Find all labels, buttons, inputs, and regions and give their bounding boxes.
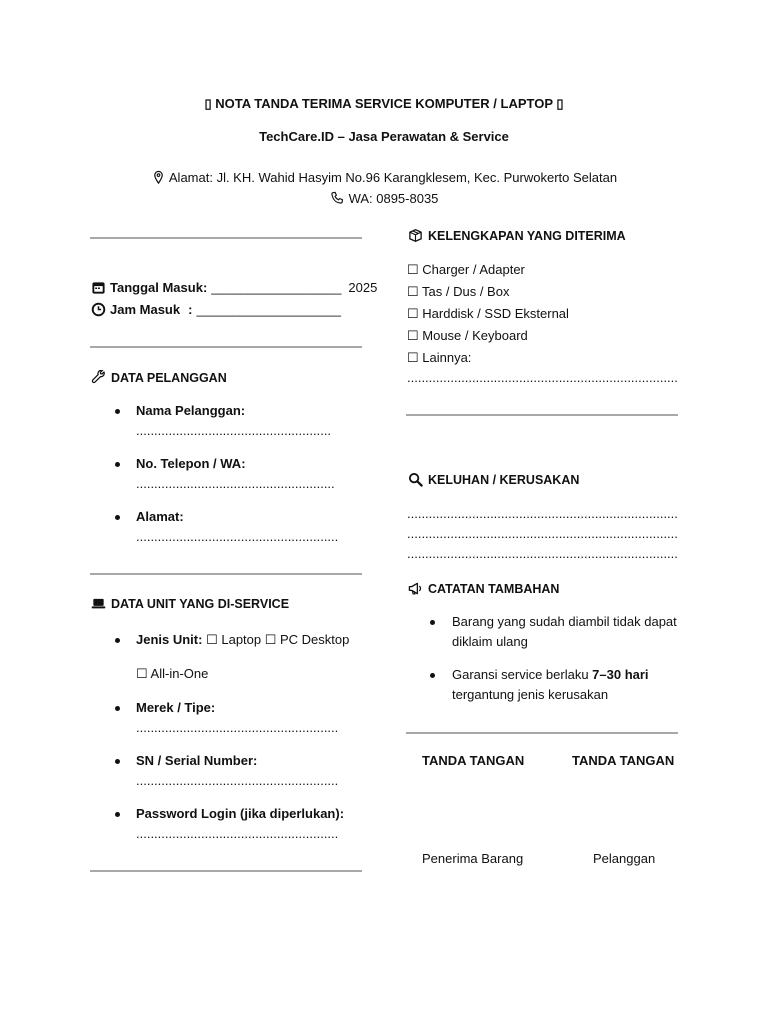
keluhan-line-3[interactable]: ........................................................................... [407, 546, 678, 561]
catatan-note-2-line-2: tergantung jenis kerusakan [452, 687, 609, 702]
document-title: ▯ NOTA TANDA TERIMA SERVICE KOMPUTER / LAPTOP ▯ [204, 96, 564, 111]
divider [90, 346, 362, 348]
section-title-kelengkapan [408, 228, 626, 243]
divider [90, 573, 362, 575]
phone-icon [330, 191, 345, 206]
tanggal-row [91, 280, 377, 295]
bullet [115, 638, 120, 643]
jam-colon: : [188, 302, 193, 317]
jenis-label: Jenis Unit: [136, 632, 203, 647]
signature-title-right: TANDA TANGAN [572, 753, 675, 768]
garansi-duration: 7–30 hari [592, 667, 649, 682]
wa-line [0, 191, 768, 206]
merek-label: Merek / Tipe: [136, 700, 216, 715]
keluhan-line-2[interactable]: ........................................................................... [407, 526, 678, 541]
calendar-icon [91, 280, 106, 295]
clock-icon [91, 302, 106, 317]
address-line [0, 170, 768, 185]
kelengkapan-item-lainnya[interactable]: ☐ Lainnya: [407, 350, 472, 365]
laptop-icon [91, 596, 106, 611]
megaphone-icon [408, 581, 423, 596]
catatan-note-1-line-2: diklaim ulang [452, 634, 528, 649]
password-label: Password Login (jika diperlukan): [136, 806, 345, 821]
jenis-row [136, 632, 349, 648]
section-title-keluhan [408, 472, 579, 487]
catatan-title: CATATAN TAMBAHAN [428, 581, 560, 596]
catatan-note-1-line-1: Barang yang sudah diambil tidak dapat [452, 614, 677, 629]
jam-row [91, 302, 341, 317]
unit-title: DATA UNIT YANG DI-SERVICE [111, 596, 290, 611]
section-title-catatan [408, 581, 559, 596]
catatan-note-2-line-1 [452, 667, 649, 682]
bullet [115, 706, 120, 711]
jenis-options[interactable]: ☐ Laptop ☐ PC Desktop [206, 632, 350, 647]
kelengkapan-item-charger[interactable]: ☐ Charger / Adapter [407, 262, 525, 277]
jam-blank[interactable]: ____________________ [196, 302, 342, 317]
bullet [115, 759, 120, 764]
serial-field[interactable]: ........................................................ [136, 773, 339, 788]
bullet [115, 462, 120, 467]
merek-field[interactable]: ........................................................ [136, 720, 339, 735]
address-text: Alamat: Jl. KH. Wahid Hasyim No.96 Karangklesem, Kec. Purwokerto Selatan [168, 170, 618, 185]
keluhan-title: KELUHAN / KERUSAKAN [428, 472, 580, 487]
bullet [430, 673, 435, 678]
tanggal-year: 2025 [348, 280, 378, 295]
wa-text: WA: 0895-8035 [348, 191, 439, 206]
package-icon [408, 228, 423, 243]
divider [90, 237, 362, 239]
section-title-unit [91, 596, 289, 611]
tanggal-blank[interactable]: __________________ [211, 280, 342, 295]
bullet [115, 515, 120, 520]
bullet [115, 812, 120, 817]
bullet [115, 409, 120, 414]
jenis-option-allinone[interactable]: ☐ All-in-One [136, 666, 209, 681]
nama-field[interactable]: ...................................................... [136, 423, 332, 438]
divider [406, 732, 678, 734]
lainnya-field[interactable]: ........................................................................... [407, 370, 678, 385]
kelengkapan-item-harddisk[interactable]: ☐ Harddisk / SSD Eksternal [407, 306, 569, 321]
section-title-pelanggan [91, 370, 227, 385]
divider [406, 414, 678, 416]
keluhan-line-1[interactable]: ........................................................................... [407, 506, 678, 521]
kelengkapan-title: KELENGKAPAN YANG DITERIMA [428, 228, 626, 243]
company-name: TechCare.ID – Jasa Perawatan & Service [259, 129, 509, 144]
password-field[interactable]: ........................................................ [136, 826, 339, 841]
nama-label: Nama Pelanggan: [136, 403, 246, 418]
magnifier-icon [408, 472, 423, 487]
wrench-icon [91, 370, 106, 385]
alamat-label: Alamat: [136, 509, 184, 524]
telepon-field[interactable]: ....................................................... [136, 476, 335, 491]
pelanggan-title: DATA PELANGGAN [111, 370, 227, 385]
serial-label: SN / Serial Number: [136, 753, 258, 768]
location-pin-icon [151, 170, 166, 185]
signature-title-left: TANDA TANGAN [422, 753, 525, 768]
tanggal-label: Tanggal Masuk: [110, 280, 208, 295]
alamat-field[interactable]: ........................................................ [136, 529, 339, 544]
signature-role-right: Pelanggan [593, 851, 656, 866]
kelengkapan-item-tas[interactable]: ☐ Tas / Dus / Box [407, 284, 510, 299]
telepon-label: No. Telepon / WA: [136, 456, 246, 471]
garansi-text: Garansi service berlaku [452, 667, 593, 682]
divider [90, 870, 362, 872]
bullet [430, 620, 435, 625]
signature-role-left: Penerima Barang [422, 851, 524, 866]
jam-label: Jam Masuk [110, 302, 181, 317]
kelengkapan-item-mouse[interactable]: ☐ Mouse / Keyboard [407, 328, 528, 343]
